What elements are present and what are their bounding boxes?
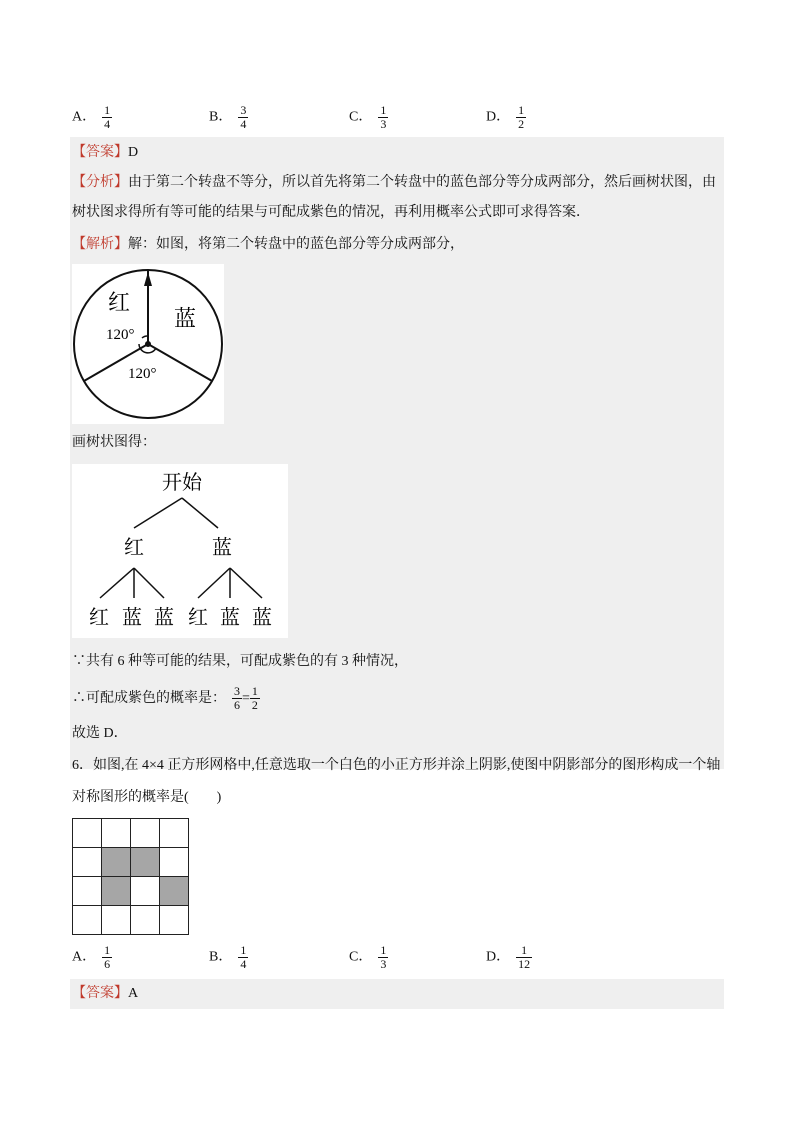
spinner-label-red: 红	[108, 291, 131, 316]
q6-answer-line	[72, 984, 138, 1004]
grid-cell-shaded	[130, 847, 160, 877]
option-c	[349, 944, 388, 971]
grid-cell-shaded	[101, 847, 131, 877]
q6-answer-background	[70, 979, 724, 1009]
answer-value: D	[128, 145, 139, 160]
answer-tag: 【答案】	[72, 145, 128, 160]
answer-tag: 【答案】	[72, 986, 128, 1001]
spinner-angle-bottom: 120°	[128, 366, 157, 382]
grid-cell-shaded	[159, 876, 189, 906]
fraction: $\frac{1}{4}$	[240, 943, 247, 971]
fraction: $\frac{1}{3}$	[380, 103, 387, 131]
option-letter: B．	[209, 949, 233, 965]
tree-leaf: 红	[188, 605, 208, 629]
fraction: $\frac{3}{4}$	[240, 103, 247, 131]
solution-background	[70, 137, 724, 769]
analysis-tag: 【分析】	[72, 175, 128, 190]
tree-svg	[72, 464, 288, 638]
option-letter: D．	[486, 949, 511, 965]
fraction: $\frac{1}{2}$	[251, 684, 258, 713]
fraction: $\frac{1}{6}$	[104, 943, 111, 971]
q6-line-2: 对称图形的概率是( )	[72, 790, 222, 805]
grid-cell-white	[72, 818, 102, 848]
option-letter: C．	[349, 949, 373, 965]
option-letter: B．	[209, 109, 233, 125]
tree-intro: 画树状图得：	[72, 435, 156, 450]
option-letter: A．	[72, 109, 97, 125]
grid-cell-white	[159, 818, 189, 848]
fraction: $\frac{1}{3}$	[380, 943, 387, 971]
grid-cell-white	[130, 818, 160, 848]
grid-cell-white	[130, 905, 160, 935]
answer-value: A	[128, 986, 139, 1001]
spinner-angle-left: 120°	[106, 327, 135, 343]
answer-line	[72, 143, 138, 163]
conclusion-line-2: ∴可配成紫色的概率是： $\frac{3}{6}$ = $\frac{1}{2}$	[72, 684, 258, 713]
option-b	[209, 104, 248, 131]
solution-line: 【解析】解：如图，将第二个转盘中的蓝色部分等分成两部分，	[72, 237, 464, 252]
q6-line-1: 6．如图,在 4×4 正方形网格中,任意选取一个白色的小正方形并涂上阴影,使图中阴影部分的图形构成一个轴	[72, 758, 721, 773]
arrow-head-icon	[144, 272, 152, 286]
spinner-divider-right	[148, 344, 212, 381]
grid-cell-white	[72, 905, 102, 935]
solution-tag: 【解析】	[72, 237, 128, 252]
option-c	[349, 104, 388, 131]
tree-leaf: 蓝	[122, 605, 142, 629]
grid-cell-white	[101, 905, 131, 935]
tree-leaf: 蓝	[154, 605, 174, 629]
grid-cell-white	[72, 847, 102, 877]
grid-cell-white	[159, 905, 189, 935]
tree-diagram	[72, 464, 288, 638]
option-a	[72, 104, 112, 131]
tree-leaf: 蓝	[252, 605, 272, 629]
tree-level1-red: 红	[124, 535, 144, 559]
conclusion-line-1: ∵共有 6 种等可能的结果，可配成紫色的有 3 种情况，	[72, 654, 408, 669]
choose-line: 故选 D．	[72, 726, 128, 741]
option-letter: D．	[486, 109, 511, 125]
fraction: $\frac{1}{4}$	[104, 103, 111, 131]
q6-grid	[72, 818, 188, 934]
option-a	[72, 944, 112, 971]
tree-level1-blue: 蓝	[212, 535, 232, 559]
analysis-line-2: 树状图求得所有等可能的结果与可配成紫色的情况，再利用概率公式即可求得答案．	[72, 205, 590, 220]
grid-cell-white	[159, 847, 189, 877]
option-d	[486, 944, 532, 971]
fraction: $\frac{1}{2}$	[518, 103, 525, 131]
fraction: $\frac{3}{6}$	[234, 684, 240, 713]
option-b	[209, 944, 248, 971]
grid-cell-white	[101, 818, 131, 848]
fraction: $\frac{1}{12}$	[518, 943, 531, 971]
tree-root: 开始	[162, 470, 202, 494]
option-letter: C．	[349, 109, 373, 125]
spinner-figure	[72, 264, 224, 424]
grid-cell-white	[72, 876, 102, 906]
grid-cell-white	[130, 876, 160, 906]
option-d	[486, 104, 526, 131]
option-letter: A．	[72, 949, 97, 965]
tree-leaf: 红	[89, 605, 109, 629]
spinner-svg	[72, 264, 224, 424]
grid-cell-shaded	[101, 876, 131, 906]
analysis-line-1: 【分析】由于第二个转盘不等分，所以首先将第二个转盘中的蓝色部分等分成两部分，然后画树状图，由	[72, 175, 716, 190]
spinner-label-blue: 蓝	[174, 307, 197, 332]
tree-leaf: 蓝	[220, 605, 240, 629]
spinner-center	[145, 341, 151, 347]
